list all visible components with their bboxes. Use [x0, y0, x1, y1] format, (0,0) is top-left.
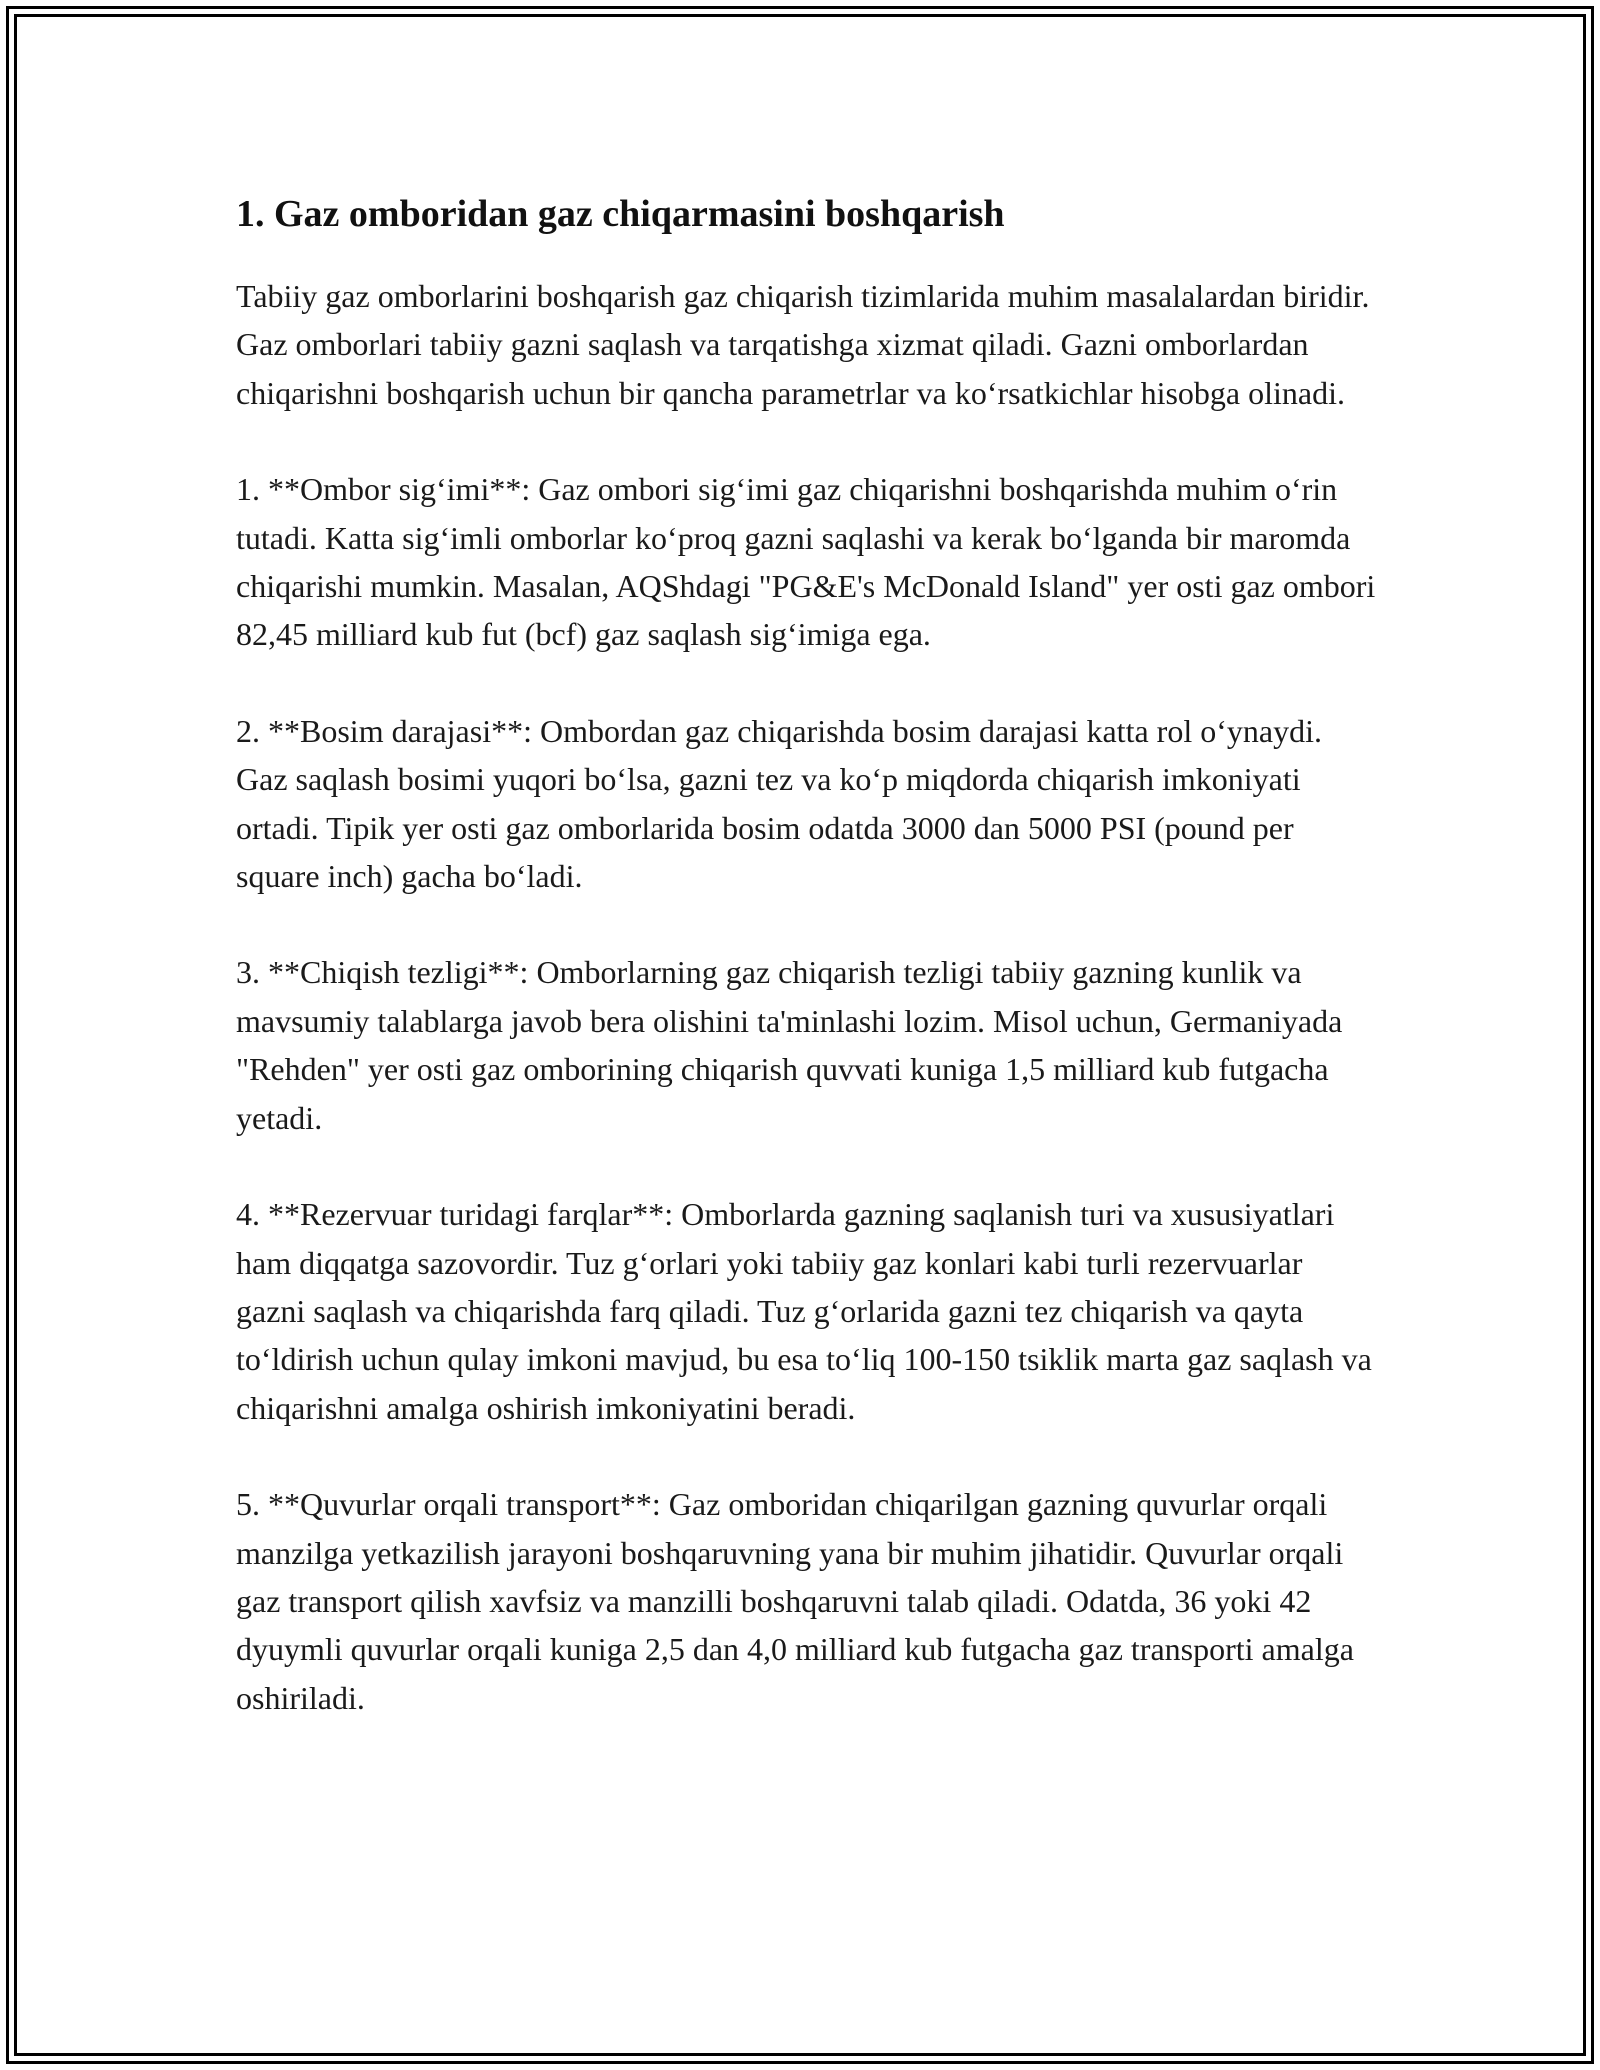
list-item-ombor-sigimi: 1. **Ombor sig‘imi**: Gaz ombori sig‘imi gaz chiqarishni boshqarishda muhim o‘rin tutadi. Katta sig‘imli omborlar ko‘proq gazni saqlashi va kerak bo‘lganda bir maromda chiqarishi mumkin. Masalan, AQShdagi "PG&E's McDonald Island" yer osti gaz ombori 82,45 milliard kub fut (bcf) gaz saqlash sig‘imiga ega.	[236, 471, 1376, 653]
list-item-bosim-darajasi: 2. **Bosim darajasi**: Ombordan gaz chiqarishda bosim darajasi katta rol o‘ynaydi. Gaz saqlash bosimi yuqori bo‘lsa, gazni tez va ko‘p miqdorda chiqarish imkoniyati ortadi. Tipik yer osti gaz omborlarida bosim odatda 3000 dan 5000 PSI (pound per square inch) gacha bo‘ladi.	[236, 712, 1322, 895]
list-item-rezervuar-turi: 4. **Rezervuar turidagi farqlar**: Omborlarda gazning saqlanish turi va xususiyatlari ham diqqatga sazovordir. Tuz g‘orlari yoki tabiiy gaz konlari kabi turli rezervuarlar gazni saqlash va chiqarishda farq qiladi. Tuz g‘orlarida gazni tez chiqarish va qayta to‘ldirish uchun qulay imkoni mavjud, bu esa to‘liq 100-150 tsiklik marta gaz saqlash va chiqarishni amalga oshirish imkoniyatini beradi.	[236, 1196, 1372, 1426]
list-item-quvurlar-transport: 5. **Quvurlar orqali transport**: Gaz omboridan chiqarilgan gazning quvurlar orqali manzilga yetkazilish jarayoni boshqaruvning yana bir muhim jihatidir. Quvurlar orqali gaz transport qilish xavfsiz va manzilli boshqaruvni talab qiladi. Odatda, 36 yoki 42 dyuymli quvurlar orqali kuniga 2,5 dan 4,0 milliard kub futgacha gaz transporti amalga oshiriladi.	[236, 1486, 1354, 1716]
list-item-chiqish-tezligi: 3. **Chiqish tezligi**: Omborlarning gaz chiqarish tezligi tabiiy gazning kunlik va mavsumiy talablarga javob bera olishini ta'minlashi lozim. Misol uchun, Germaniyada "Rehden" yer osti gaz omborining chiqarish quvvati kuniga 1,5 milliard kub futgacha yetadi.	[236, 954, 1343, 1136]
document-title: 1. Gaz omboridan gaz chiqarmasini boshqarish	[236, 193, 1005, 235]
intro-paragraph: Tabiiy gaz omborlarini boshqarish gaz chiqarish tizimlarida muhim masalalardan biridir. Gaz omborlari tabiiy gazni saqlash va tarqatishga xizmat qiladi. Gazni omborlardan chiqarishni boshqarish uchun bir qancha parametrlar va ko‘rsatkichlar hisobga olinadi.	[236, 278, 1370, 411]
document-body	[236, 186, 1376, 1770]
